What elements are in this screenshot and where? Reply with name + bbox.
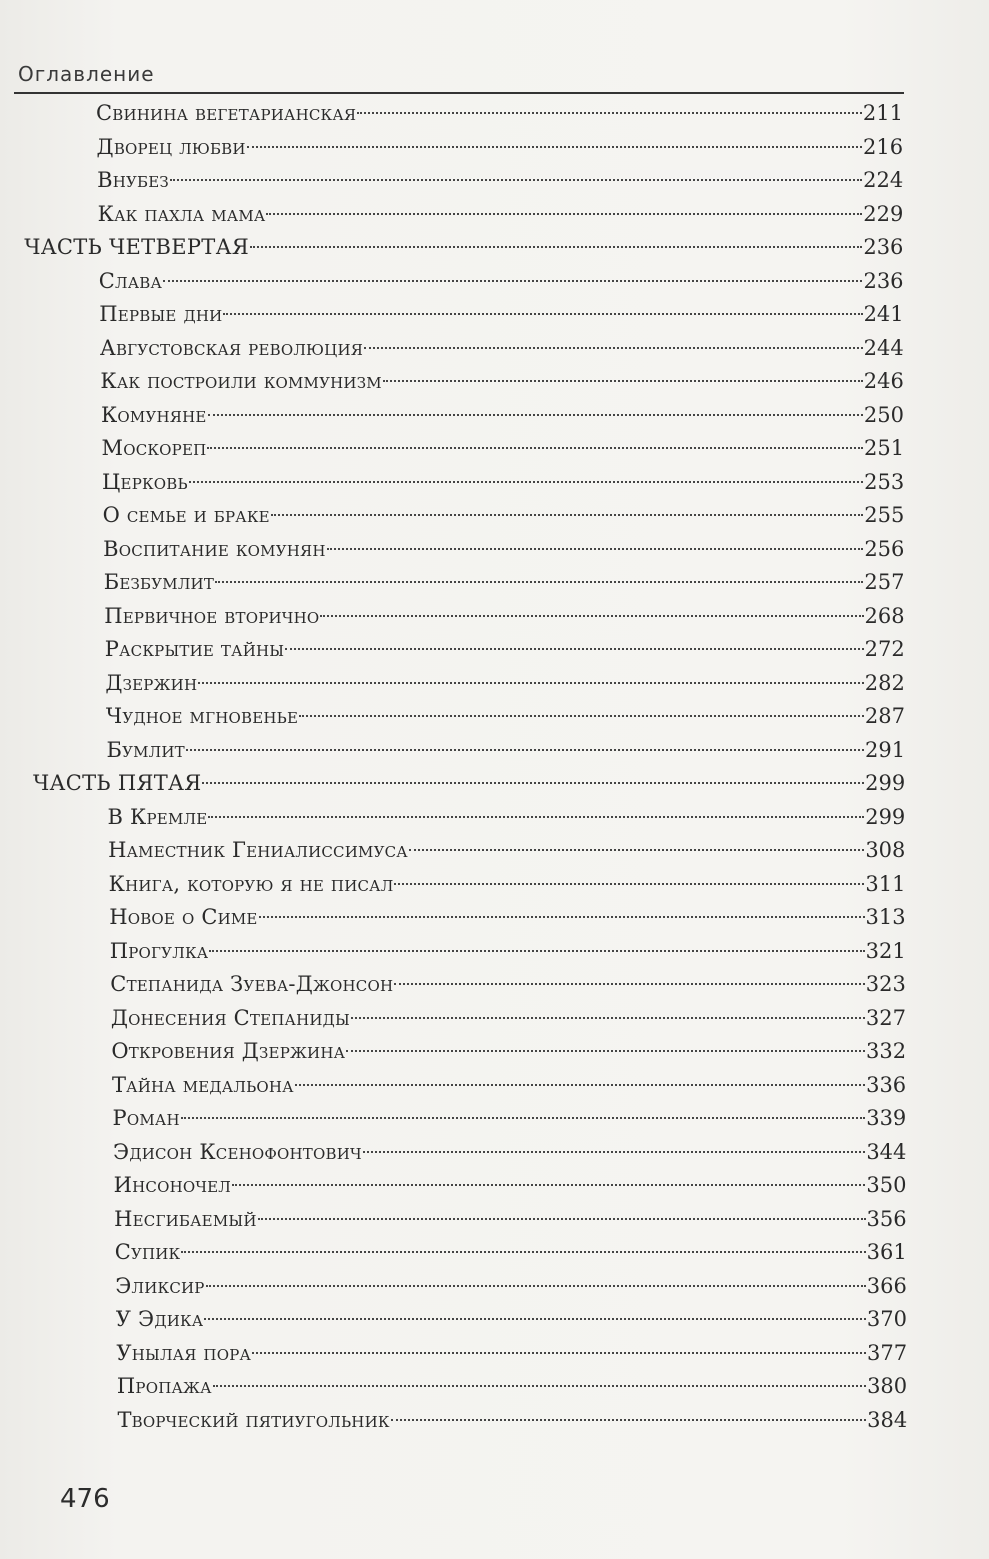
toc-entry <box>114 1202 906 1236</box>
toc-entry-page: 377 <box>866 1340 908 1365</box>
toc-entry <box>108 800 906 834</box>
toc-entry-title: Книга, которую я не писал <box>108 871 394 896</box>
toc-entry-page: 253 <box>864 469 905 494</box>
toc-entry <box>114 1168 907 1202</box>
toc-entry <box>99 264 904 298</box>
toc-entry-page: 366 <box>866 1273 907 1298</box>
dot-leader <box>391 1419 867 1421</box>
toc-entry-page: 299 <box>865 804 906 829</box>
toc-entry-page: 327 <box>865 1005 906 1030</box>
toc-entry-title: Несгибаемый <box>114 1206 257 1231</box>
toc-entry-page: 380 <box>867 1374 908 1398</box>
dot-leader <box>223 313 862 315</box>
toc-entry-page: 229 <box>863 201 904 226</box>
toc-entry-page: 308 <box>865 838 906 862</box>
toc-entry-title: Новое о Симе <box>109 905 258 929</box>
dot-leader <box>204 1318 865 1320</box>
toc-entry <box>103 498 905 532</box>
dot-leader <box>198 682 864 684</box>
dot-leader <box>363 1151 866 1153</box>
toc-entry <box>111 1001 906 1035</box>
toc-entry-title: Унылая пора <box>116 1340 252 1365</box>
toc-entry-title: Чудное мгновенье <box>105 704 299 728</box>
toc-entry <box>117 1403 907 1437</box>
toc-entry <box>106 733 905 767</box>
toc-entry-title: ЧАСТЬ ПЯТАЯ <box>33 771 202 795</box>
dot-leader <box>207 447 863 449</box>
toc-entry-page: 257 <box>864 570 905 594</box>
toc-entry <box>97 163 903 197</box>
toc-entry-page: 336 <box>866 1072 907 1097</box>
toc-entry-page: 291 <box>864 737 906 762</box>
toc-entry-title: Раскрытие тайны <box>104 637 285 661</box>
toc-part-heading <box>24 230 903 264</box>
toc-entry-page: 246 <box>863 369 904 393</box>
toc-entry-title: Тайна медальона <box>111 1072 294 1097</box>
toc-entry <box>104 599 904 633</box>
page-number: 476 <box>60 1484 110 1514</box>
toc-entry-title: Внубез <box>97 168 169 192</box>
toc-entry-page: 339 <box>866 1106 907 1130</box>
toc-entry-title: Роман <box>112 1106 180 1130</box>
dot-leader <box>213 1385 866 1387</box>
toc-entry <box>105 632 905 666</box>
toc-entry-page: 236 <box>863 268 904 293</box>
toc-entry-title: Как построили коммунизм <box>100 369 382 393</box>
toc-entry-page: 311 <box>865 871 906 896</box>
dot-leader <box>351 1017 865 1019</box>
toc-entry <box>112 1068 906 1102</box>
toc-entry-title: Первичное вторично <box>104 603 320 628</box>
toc-entry <box>102 465 904 499</box>
toc-entry <box>110 967 906 1001</box>
toc-entry <box>103 532 904 566</box>
toc-entry <box>101 398 904 432</box>
dot-leader <box>170 179 862 181</box>
toc-entry-title: Эликсир <box>115 1273 205 1298</box>
toc-entry <box>113 1135 906 1169</box>
dot-leader <box>266 213 862 215</box>
toc-entry-title: Как пахла мама <box>97 201 266 226</box>
toc-entry-page: 244 <box>863 335 904 360</box>
toc-entry-title: Супик <box>114 1240 181 1264</box>
toc-entry-title: У Эдика <box>115 1307 204 1331</box>
toc-entry <box>110 934 906 968</box>
dot-leader <box>320 615 863 617</box>
toc-entry-title: Москореп <box>101 436 207 460</box>
toc-entry-page: 287 <box>864 704 905 728</box>
toc-entry-page: 370 <box>866 1307 907 1331</box>
dot-leader <box>186 749 864 751</box>
toc-entry-page: 332 <box>865 1039 907 1063</box>
dot-leader <box>202 782 864 784</box>
toc-entry-title: Слава <box>98 268 163 293</box>
toc-entry-page: 268 <box>864 603 905 628</box>
toc-entry <box>108 833 905 867</box>
toc-entry <box>102 431 905 465</box>
toc-entry <box>104 565 905 599</box>
dot-leader <box>215 581 863 583</box>
dot-leader <box>299 715 864 717</box>
dot-leader <box>259 916 865 918</box>
dot-leader <box>285 648 863 650</box>
toc-entry-page: 236 <box>863 235 904 259</box>
dot-leader <box>163 280 862 282</box>
toc-entry-page: 344 <box>866 1139 907 1164</box>
toc-entry <box>100 331 904 365</box>
toc-entry-title: Дворец любви <box>96 134 246 159</box>
toc-entry-page: 250 <box>863 402 904 427</box>
toc-entry-page: 272 <box>864 637 905 661</box>
toc-entry-title: Церковь <box>102 469 188 494</box>
toc-entry-title: О семье и браке <box>102 503 270 527</box>
toc-entry <box>96 96 903 130</box>
dot-leader <box>394 883 864 885</box>
toc-entry <box>109 867 906 901</box>
toc-entry-title: ЧАСТЬ ЧЕТВЕРТАЯ <box>24 235 250 259</box>
toc-entry <box>100 364 903 398</box>
dot-leader <box>206 1285 866 1287</box>
dot-leader <box>189 481 863 483</box>
header-rule <box>14 92 904 94</box>
dot-leader <box>409 849 864 851</box>
toc-entry-title: Бумлит <box>106 737 185 762</box>
toc-entry <box>106 699 905 733</box>
toc-part-heading <box>33 766 905 800</box>
dot-leader <box>295 1084 865 1086</box>
toc-entry-title: В Кремле <box>107 804 208 829</box>
dot-leader <box>346 1050 865 1052</box>
toc-entry-title: Безбумлит <box>103 570 215 594</box>
dot-leader <box>271 514 863 516</box>
dot-leader <box>252 1352 866 1354</box>
dot-leader <box>327 548 864 550</box>
dot-leader <box>181 1117 865 1119</box>
dot-leader <box>357 112 862 114</box>
toc-entry-title: Донесения Степаниды <box>110 1005 351 1030</box>
toc-entry-title: Откровения Дзержина <box>111 1039 346 1063</box>
toc-entry-title: Пропажа <box>116 1374 212 1398</box>
toc-entry <box>111 1034 906 1068</box>
toc-entry-title: Комуняне <box>100 402 207 427</box>
dot-leader <box>383 380 863 382</box>
toc-entry-page: 224 <box>863 168 904 192</box>
dot-leader <box>258 1218 866 1220</box>
running-head: Оглавление <box>18 62 155 86</box>
toc-entry-title: Первые дни <box>99 302 223 326</box>
toc-entry-page: 299 <box>865 771 906 795</box>
dot-leader <box>232 1184 865 1186</box>
toc-entry-page: 384 <box>867 1407 908 1432</box>
toc-entry <box>115 1235 907 1269</box>
dot-leader <box>364 347 863 349</box>
toc-entry-page: 241 <box>863 302 904 326</box>
toc-entry <box>99 297 903 331</box>
toc-entry-title: Августовская революция <box>99 335 364 360</box>
toc-entry-page: 350 <box>866 1173 907 1197</box>
toc-entry-page: 211 <box>862 101 903 125</box>
toc-entry <box>105 666 905 700</box>
toc-entry-page: 323 <box>865 972 906 996</box>
dot-leader <box>209 950 864 952</box>
toc-entry <box>98 197 904 231</box>
toc-entry-page: 356 <box>866 1206 907 1231</box>
toc-entry-title: Эдисон Ксенофонтович <box>113 1139 362 1164</box>
dot-leader <box>394 983 864 985</box>
toc-entry-page: 216 <box>863 134 904 159</box>
dot-leader <box>250 246 862 248</box>
toc-entry <box>97 130 904 164</box>
toc-entry <box>116 1302 907 1336</box>
toc-entry-title: Воспитание комунян <box>103 536 326 561</box>
toc-entry-title: Наместник Гениалиссимуса <box>108 838 408 862</box>
toc-entry-title: Степанида Зуева-Джонсон <box>110 972 394 996</box>
toc-entry <box>116 1336 907 1370</box>
toc-entry-page: 282 <box>864 670 905 695</box>
toc-entry-title: Инсоночел <box>113 1173 232 1197</box>
toc-entry <box>113 1101 907 1135</box>
toc-entry-page: 313 <box>865 905 906 929</box>
dot-leader <box>208 816 864 818</box>
dot-leader <box>208 414 863 416</box>
toc-entry-title: Творческий пятиугольник <box>117 1407 390 1432</box>
toc-entry-page: 321 <box>865 938 906 963</box>
toc-entry-page: 256 <box>864 536 905 561</box>
toc-entry-page: 361 <box>866 1240 907 1264</box>
dot-leader <box>181 1251 865 1253</box>
toc-entry <box>117 1369 907 1403</box>
toc-entry-title: Прогулка <box>109 938 209 963</box>
dot-leader <box>247 146 862 148</box>
toc-entry-title: Свинина вегетарианская <box>96 101 357 125</box>
toc-entry-title: Дзержин <box>105 670 198 695</box>
toc-entry-page: 255 <box>864 503 905 527</box>
toc-entry <box>115 1269 907 1303</box>
toc-entry <box>109 900 905 934</box>
toc-entry-page: 251 <box>864 436 905 460</box>
